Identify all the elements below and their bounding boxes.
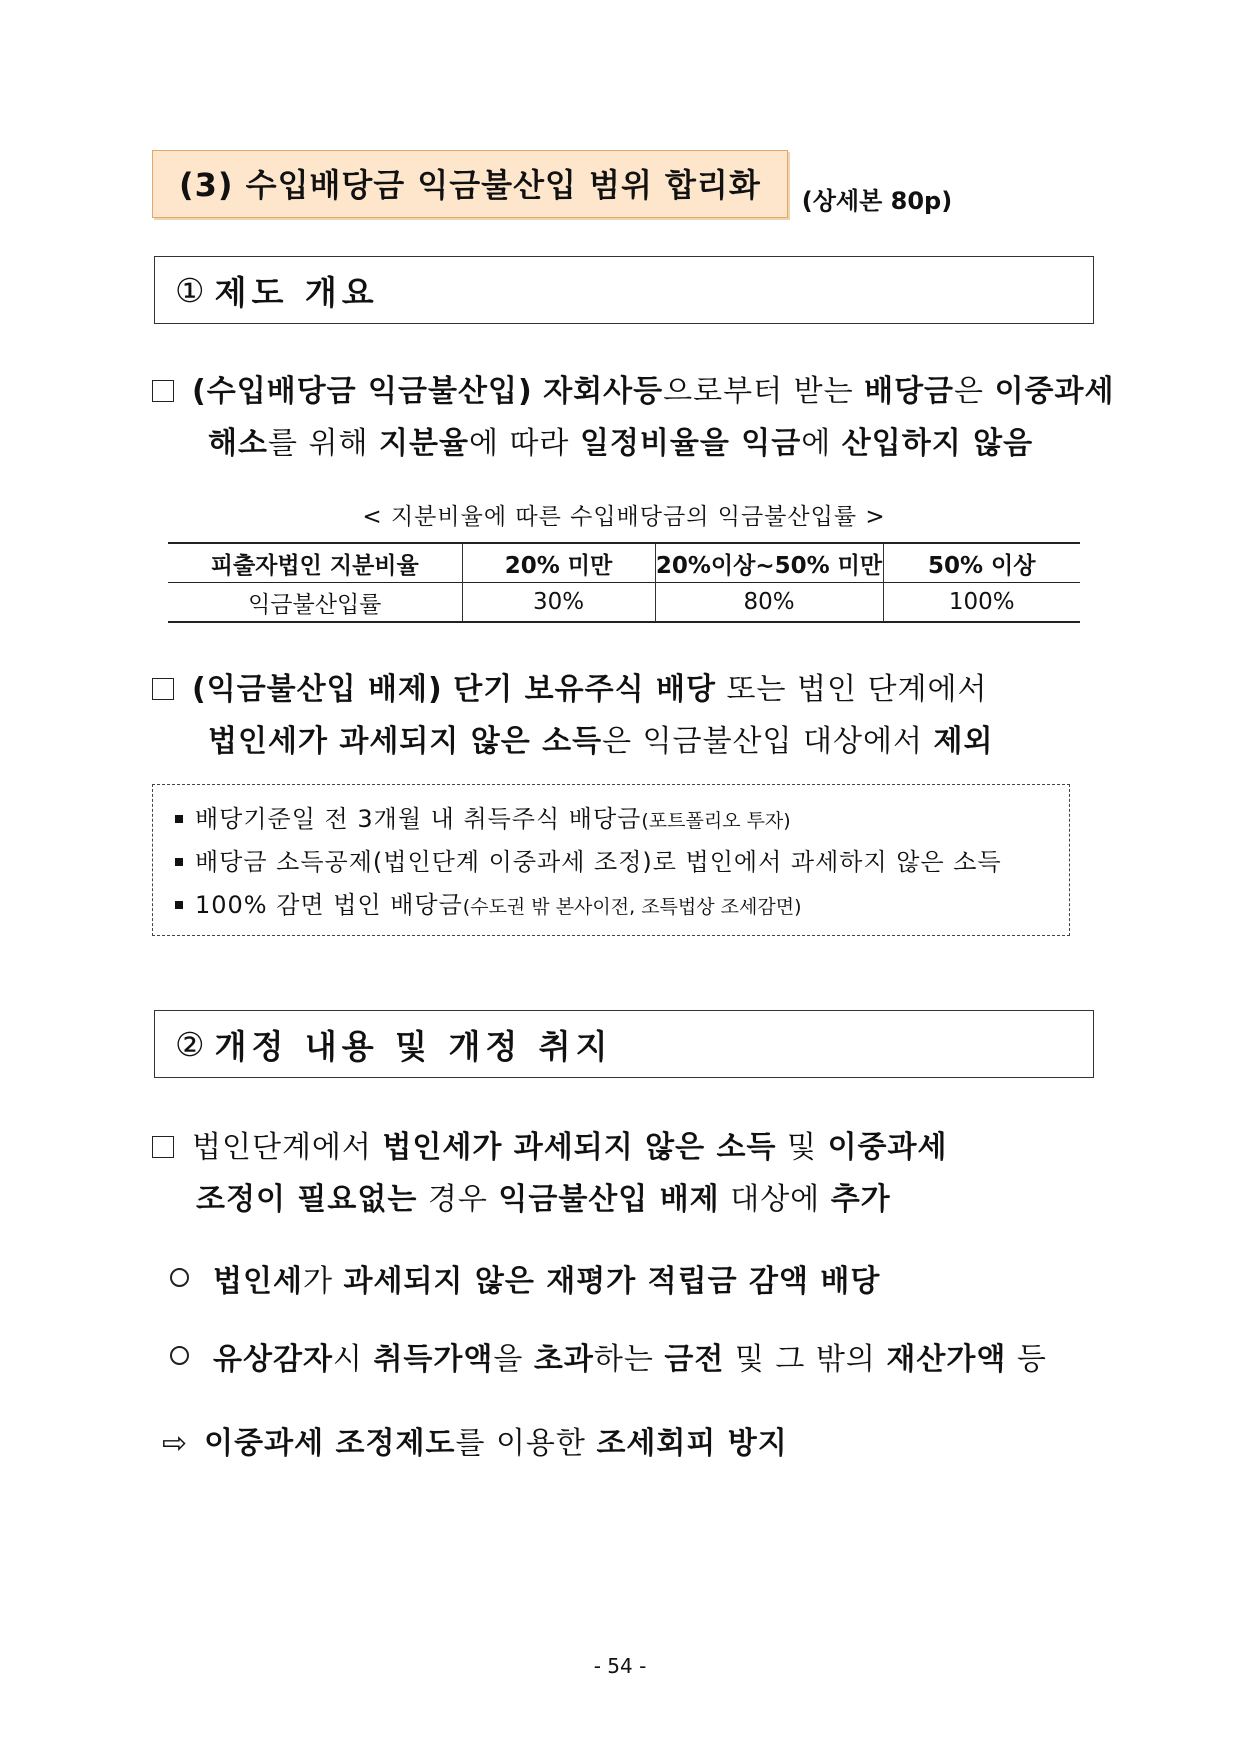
bold-text-run: (수입배당금 익금불산입) <box>192 374 533 409</box>
bold-text-run: 추가 <box>830 1182 891 1217</box>
paragraph-line <box>192 672 987 707</box>
bold-text-run: 배당금 <box>864 374 955 409</box>
text-run: 경우 <box>417 1182 499 1217</box>
text-run: 가 <box>302 1264 344 1299</box>
text-run: 또는 법인 단계에서 <box>716 672 988 707</box>
checkbox-bullet-icon <box>152 678 174 700</box>
bold-text-run: 유상감자 <box>213 1342 333 1377</box>
text-run: 에 <box>801 426 842 461</box>
checkbox-bullet-icon <box>152 380 174 402</box>
bold-text-run: 법인세가 과세되지 않은 소득 <box>208 724 603 759</box>
section-number: ② <box>175 1024 205 1064</box>
amendment-paragraph <box>152 1122 948 1226</box>
bold-text-run: 일정비율을 익금 <box>579 426 802 461</box>
text-run: 을 <box>493 1342 534 1377</box>
text-run: 법인단계에서 <box>192 1130 383 1165</box>
bold-text-run: 취득가액 <box>373 1342 494 1377</box>
table-cell: 80% <box>655 583 883 623</box>
bold-text-run: 단기 보유주식 배당 <box>453 672 717 707</box>
bold-text-run: 익금불산입 배제 <box>498 1182 720 1217</box>
table-header: 50% 이상 <box>883 543 1080 583</box>
section-title: (3) 수입배당금 익금불산입 범위 합리화 <box>152 150 788 218</box>
text-run <box>443 672 454 707</box>
text-run: 은 <box>954 374 995 409</box>
text-run: 은 익금불산입 대상에서 <box>602 724 934 759</box>
section-header-amendment <box>154 1010 1094 1078</box>
table-row <box>168 583 1080 623</box>
page-number: - 54 - <box>593 1654 647 1678</box>
section-number: ① <box>175 270 205 310</box>
bold-text-run: 조세회피 방지 <box>596 1426 788 1461</box>
paragraph-line <box>152 716 993 768</box>
checkbox-bullet-icon <box>152 1136 174 1158</box>
table-caption: < 지분비율에 따른 수입배당금의 익금불산입률 > <box>362 504 886 530</box>
sub-item <box>170 1334 1047 1378</box>
text-run <box>533 374 544 409</box>
text-run: 등 <box>1006 1342 1047 1377</box>
bold-text-run: 법인세가 과세되지 않은 소득 <box>382 1130 777 1165</box>
text-run: 및 <box>776 1130 828 1165</box>
table-cell: 100% <box>883 583 1080 623</box>
text-run: 및 그 밖의 <box>724 1342 887 1377</box>
exclusion-list-box <box>152 784 1070 936</box>
section-label: 개정 내용 및 개정 취지 <box>214 1026 613 1066</box>
table-header: 20% 미만 <box>462 543 655 583</box>
square-bullet-icon <box>175 815 183 823</box>
bold-text-run: 자회사등 <box>543 374 664 409</box>
exclusion-rate-table <box>168 542 1080 623</box>
paragraph-line <box>192 374 1115 409</box>
table-cell: 30% <box>462 583 655 623</box>
title-row <box>152 150 952 218</box>
bold-text-run: 지분율 <box>378 426 469 461</box>
bold-text-run: 조정이 필요없는 <box>196 1182 418 1217</box>
sub-item <box>170 1256 880 1300</box>
paragraph-line <box>192 1130 948 1165</box>
table-header: 피출자법인 지분비율 <box>210 552 419 579</box>
bold-text-run: 산입하지 않음 <box>841 426 1034 461</box>
bold-text-run: 이중과세 <box>994 374 1115 409</box>
bold-text-run: 재산가액 <box>886 1342 1007 1377</box>
bold-text-run: 제외 <box>933 724 994 759</box>
section-header-overview <box>154 256 1094 324</box>
section-label: 제도 개요 <box>214 272 379 312</box>
bold-text-run: 이중과세 <box>827 1130 948 1165</box>
circle-bullet-icon <box>170 1268 189 1287</box>
bold-text-run: 과세되지 않은 재평가 적립금 감액 배당 <box>343 1264 881 1299</box>
conclusion-line <box>162 1418 788 1462</box>
overview-paragraph <box>152 366 1115 470</box>
square-bullet-icon <box>175 901 183 909</box>
arrow-right-icon: ⇨ <box>162 1426 189 1461</box>
text-run: 하는 <box>593 1342 665 1377</box>
list-item: 배당기준일 전 3개월 내 취득주식 배당금(포트폴리오 투자) <box>175 799 1069 842</box>
text-run: 를 이용한 <box>455 1426 597 1461</box>
text-run: 으로부터 받는 <box>663 374 865 409</box>
paragraph-line <box>152 1174 948 1226</box>
list-item: 배당금 소득공제(법인단계 이중과세 조정)로 법인에서 과세하지 않은 소득 <box>175 842 1069 885</box>
circle-bullet-icon <box>170 1346 189 1365</box>
square-bullet-icon <box>175 858 183 866</box>
table-cell: 익금불산입률 <box>248 591 382 618</box>
bold-text-run: 금전 <box>664 1342 725 1377</box>
paragraph-line <box>152 418 1115 470</box>
text-run: 에 따라 <box>468 426 580 461</box>
bold-text-run: 해소 <box>208 426 268 461</box>
text-run: 를 위해 <box>267 426 379 461</box>
table-header: 20%이상~50% 미만 <box>655 543 883 583</box>
bold-text-run: 초과 <box>533 1342 594 1377</box>
detail-reference: (상세본 80p) <box>801 187 953 215</box>
table-header-row <box>168 543 1080 583</box>
bold-text-run: 이중과세 조정제도 <box>204 1426 456 1461</box>
text-run: 대상에 <box>719 1182 831 1217</box>
list-item: 100% 감면 법인 배당금(수도권 밖 본사이전, 조특법상 조세감면) <box>175 885 1069 928</box>
bold-text-run: (익금불산입 배제) <box>192 672 443 707</box>
exclusion-paragraph <box>152 664 993 768</box>
bold-text-run: 법인세 <box>213 1264 303 1299</box>
text-run: 시 <box>332 1342 374 1377</box>
